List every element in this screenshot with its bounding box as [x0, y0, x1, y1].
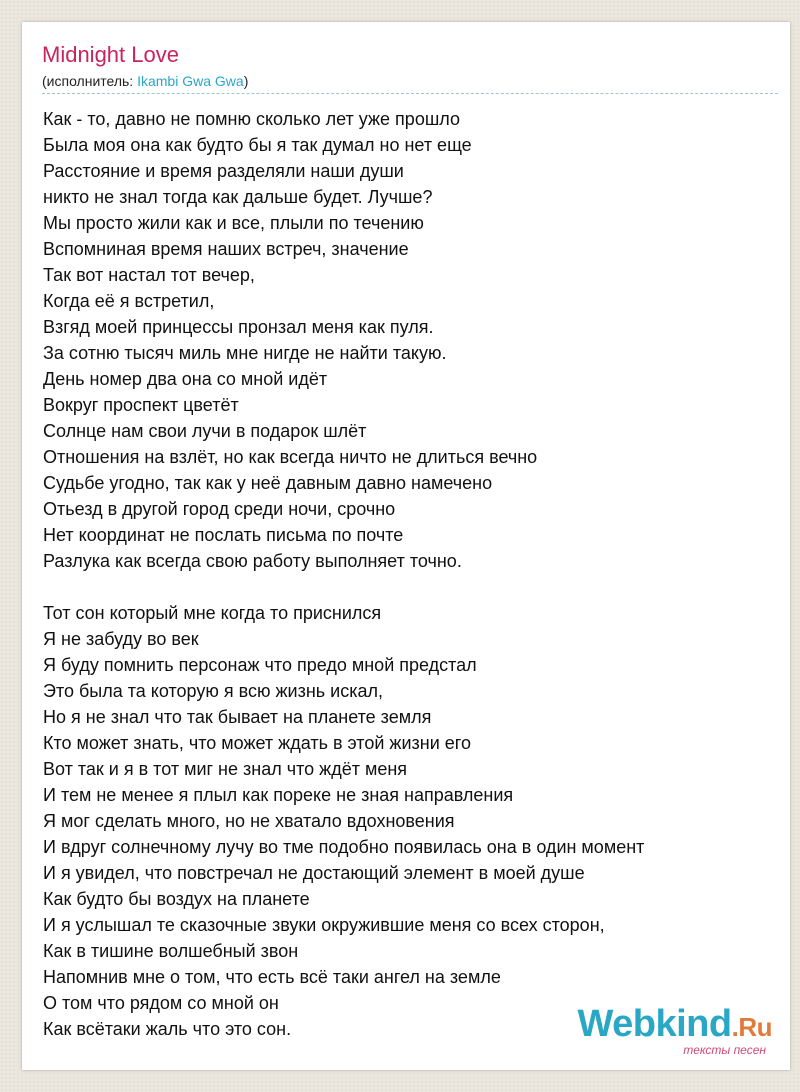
- lyric-line: День номер два она со мной идёт: [43, 369, 328, 389]
- lyric-line: Я буду помнить персонаж что предо мной предстал: [43, 655, 477, 675]
- lyric-line: О том что рядом со мной он: [43, 993, 279, 1013]
- lyric-line: Мы просто жили как и все, плыли по течению: [43, 213, 424, 233]
- lyrics-body: [43, 106, 644, 1068]
- lyric-line: Как будто бы воздух на планете: [43, 889, 310, 909]
- lyric-line: И тем не менее я плыл как пореке не зная направления: [43, 785, 514, 805]
- song-title: Midnight Love: [42, 42, 179, 67]
- lyric-line: Тот сон который мне когда то приснился: [43, 603, 382, 623]
- lyric-line: Расстояние и время разделяли наши души: [43, 161, 404, 181]
- lyric-line: Напомнив мне о том, что есть всё таки ангел на земле: [43, 967, 501, 987]
- stanza-1: [43, 106, 644, 574]
- lyric-line: Была моя она как будто бы я так думал но нет еще: [43, 135, 472, 155]
- lyric-line: Отношения на взлёт, но как всегда ничто не длиться вечно: [43, 447, 538, 467]
- lyric-line: Так вот настал тот вечер,: [43, 265, 255, 285]
- artist-prefix: (исполнитель:: [42, 73, 138, 89]
- lyric-line: Когда её я встретил,: [43, 291, 215, 311]
- lyric-line: Вспомниная время наших встреч, значение: [43, 239, 409, 259]
- logo-wordmark: [577, 1005, 772, 1046]
- lyrics-card: [22, 22, 790, 1070]
- lyric-line: Как - то, давно не помню сколько лет уже прошло: [43, 109, 460, 129]
- lyric-line: И я услышал те сказочные звуки окружившие меня со всех сторон,: [43, 915, 605, 935]
- lyric-line: И вдруг солнечному лучу во тме подобно появилась она в один момент: [43, 837, 645, 857]
- header-divider: [42, 93, 778, 94]
- site-logo[interactable]: [577, 1005, 772, 1056]
- logo-tagline: тексты песен: [683, 1043, 766, 1057]
- artist-link[interactable]: Ikambi Gwa Gwa: [137, 73, 244, 89]
- stanza-2: [43, 600, 644, 1042]
- artist-suffix: ): [243, 73, 249, 89]
- artist-line: [42, 72, 248, 90]
- lyric-line: Нет координат не послать письма по почте: [43, 525, 404, 545]
- lyric-line: Кто может знать, что может ждать в этой жизни его: [43, 733, 471, 753]
- lyric-line: Я не забуду во век: [43, 629, 199, 649]
- lyric-line: И я увидел, что повстречал не достающий элемент в моей душе: [43, 863, 585, 883]
- lyric-line: Взгяд моей принцессы пронзал меня как пуля.: [43, 317, 434, 337]
- lyric-line: Как всётаки жаль что это сон.: [43, 1019, 292, 1039]
- lyric-line: Как в тишине волшебный звон: [43, 941, 299, 961]
- logo-tld: .Ru: [731, 1012, 772, 1042]
- lyric-line: За сотню тысяч миль мне нигде не найти такую.: [43, 343, 447, 363]
- lyric-line: Вокруг проспект цветёт: [43, 395, 239, 415]
- lyric-line: Я мог сделать много, но не хватало вдохновения: [43, 811, 455, 831]
- lyric-line: Судьбе угодно, так как у неё давным давно намечено: [43, 473, 493, 493]
- lyric-line: Отьезд в другой город среди ночи, срочно: [43, 499, 396, 519]
- logo-name: Webkind: [577, 1003, 732, 1045]
- lyric-line: Вот так и я в тот миг не знал что ждёт меня: [43, 759, 408, 779]
- lyric-line: Разлука как всегда свою работу выполняет точно.: [43, 551, 462, 571]
- lyric-line: Солнце нам свои лучи в подарок шлёт: [43, 421, 367, 441]
- lyric-line: Но я не знал что так бывает на планете земля: [43, 707, 432, 727]
- lyric-line: Это была та которую я всю жизнь искал,: [43, 681, 383, 701]
- lyric-line: никто не знал тогда как дальше будет. Лучше?: [43, 187, 433, 207]
